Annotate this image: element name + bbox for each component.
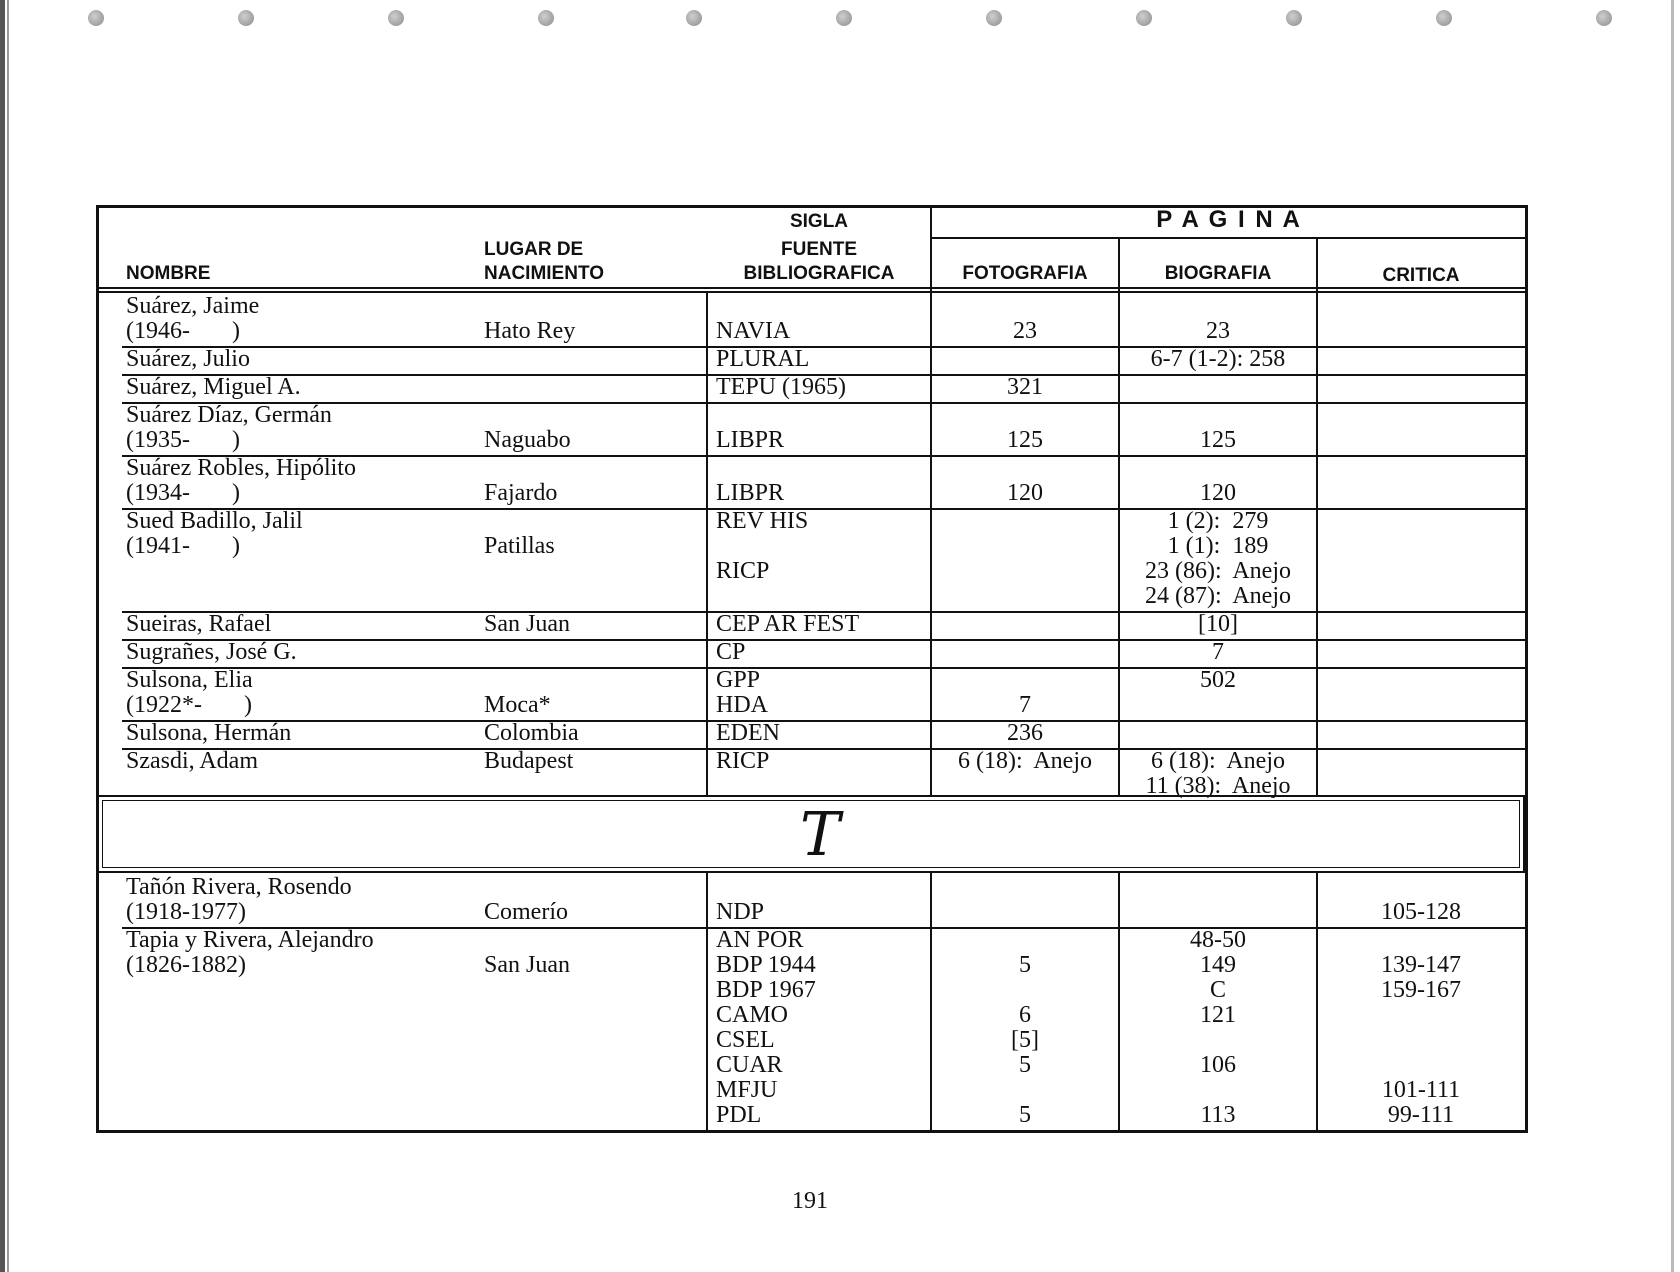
row-sigla: BDP 1944 xyxy=(716,952,816,978)
row-nombre: Szasdi, Adam xyxy=(126,748,258,774)
header-biografia: BIOGRAFIA xyxy=(1164,263,1272,284)
row-biografia: 6 (18): Anejo xyxy=(1151,748,1285,774)
row-lugar: Budapest xyxy=(484,748,574,774)
row-nombre: Suárez Díaz, Germán xyxy=(126,402,332,428)
row-biografia: 1 (2): 279 xyxy=(1167,508,1269,534)
binding-hole xyxy=(88,10,104,26)
row-sigla: MFJU xyxy=(716,1077,778,1103)
row-sigla: HDA xyxy=(716,692,768,718)
row-sigla: LIBPR xyxy=(716,480,785,506)
row-nombre: Sued Badillo, Jalil xyxy=(126,508,303,534)
row-lugar: Naguabo xyxy=(484,427,571,453)
binding-hole xyxy=(986,10,1002,26)
row-lugar: Comerío xyxy=(484,899,568,925)
row-sigla: CP xyxy=(716,639,746,665)
row-fotografia: 125 xyxy=(1007,427,1043,453)
section-letter: T xyxy=(799,800,841,870)
header-sigla-line3: BIBLIOGRAFICA xyxy=(743,263,895,284)
row-sigla: RICP xyxy=(716,558,770,584)
row-nombre: (1922*- ) xyxy=(126,692,252,718)
binding-hole xyxy=(1436,10,1452,26)
header-divider-foto xyxy=(1118,238,1120,292)
row-biografia: 23 (86): Anejo xyxy=(1145,558,1291,584)
row-fotografia: 6 xyxy=(1019,1002,1031,1028)
row-sigla: LIBPR xyxy=(716,427,785,453)
row-nombre: (1946- ) xyxy=(126,318,240,344)
row-sigla: CAMO xyxy=(716,1002,789,1028)
binding-holes xyxy=(0,6,1680,30)
column-divider xyxy=(1316,292,1318,795)
row-biografia: 121 xyxy=(1200,1002,1236,1028)
row-critica: 101-111 xyxy=(1381,1077,1461,1103)
row-lugar: Hato Rey xyxy=(484,318,576,344)
row-sigla: GPP xyxy=(716,667,761,693)
binding-hole xyxy=(686,10,702,26)
header-divider-bio xyxy=(1316,238,1318,292)
row-nombre: Tañón Rivera, Rosendo xyxy=(126,874,352,900)
column-divider xyxy=(930,873,932,1130)
header-divider-sigla xyxy=(930,208,932,292)
binding-hole xyxy=(1286,10,1302,26)
row-biografia: 24 (87): Anejo xyxy=(1145,583,1291,609)
row-sigla: BDP 1967 xyxy=(716,977,816,1003)
row-nombre: Suárez Robles, Hipólito xyxy=(126,455,356,481)
row-fotografia: 236 xyxy=(1007,720,1043,746)
row-sigla: EDEN xyxy=(716,720,780,746)
row-biografia: 502 xyxy=(1200,667,1236,693)
column-divider xyxy=(930,292,932,795)
column-divider xyxy=(706,292,708,795)
header-fotografia: FOTOGRAFIA xyxy=(962,263,1088,284)
row-nombre: (1941- ) xyxy=(126,533,240,559)
row-fotografia: 5 xyxy=(1019,1102,1031,1128)
row-biografia: 149 xyxy=(1200,952,1236,978)
row-sigla: PDL xyxy=(716,1102,762,1128)
header-critica: CRITICA xyxy=(1382,265,1460,286)
row-biografia: 1 (1): 189 xyxy=(1167,533,1269,559)
binding-hole xyxy=(836,10,852,26)
row-nombre: Sulsona, Elia xyxy=(126,667,253,693)
binding-hole xyxy=(388,10,404,26)
binding-hole xyxy=(1596,10,1612,26)
row-critica: 139-147 xyxy=(1381,952,1461,978)
row-sigla: CSEL xyxy=(716,1027,775,1053)
header-nombre: NOMBRE xyxy=(126,263,211,284)
row-biografia: 120 xyxy=(1200,480,1236,506)
row-biografia: 113 xyxy=(1200,1102,1236,1128)
row-sigla: NAVIA xyxy=(716,318,791,344)
row-fotografia: 23 xyxy=(1013,318,1037,344)
row-biografia: 48-50 xyxy=(1190,927,1246,953)
row-fotografia: [5] xyxy=(1011,1027,1039,1053)
header-sigla-line1: SIGLA xyxy=(789,211,849,232)
header-sigla-line2: FUENTE xyxy=(781,239,857,260)
pagina-divider xyxy=(930,237,1526,239)
row-fotografia: 7 xyxy=(1019,692,1031,718)
row-sigla: REV HIS xyxy=(716,508,809,534)
row-lugar: Patillas xyxy=(484,533,555,559)
row-nombre: Sugrañes, José G. xyxy=(126,639,297,665)
row-sigla: PLURAL xyxy=(716,346,810,372)
row-nombre: Sulsona, Hermán xyxy=(126,720,292,746)
row-biografia: C xyxy=(1209,977,1226,1003)
header-lugar-line1: LUGAR DE xyxy=(484,239,584,260)
row-fotografia: 5 xyxy=(1019,1052,1031,1078)
row-sigla: CUAR xyxy=(716,1052,783,1078)
row-nombre: Sueiras, Rafael xyxy=(126,611,272,637)
row-nombre: Suárez, Miguel A. xyxy=(126,374,301,400)
row-biografia: 106 xyxy=(1200,1052,1236,1078)
row-sigla: CEP AR FEST xyxy=(716,611,860,637)
header-pagina: P A G I N A xyxy=(1156,206,1302,233)
row-sigla: TEPU (1965) xyxy=(716,374,846,400)
row-biografia: 7 xyxy=(1212,639,1224,665)
row-lugar: Colombia xyxy=(484,720,579,746)
row-nombre: Suárez, Jaime xyxy=(126,293,260,319)
row-lugar: San Juan xyxy=(484,611,570,637)
row-nombre: (1826-1882) xyxy=(126,952,246,978)
binding-hole xyxy=(538,10,554,26)
row-biografia: 11 (38): Anejo xyxy=(1145,773,1291,799)
header-bottom-rule-2 xyxy=(99,291,1526,293)
row-sigla: AN POR xyxy=(716,927,804,953)
row-fotografia: 5 xyxy=(1019,952,1031,978)
row-sigla: RICP xyxy=(716,748,770,774)
row-fotografia: 120 xyxy=(1007,480,1043,506)
row-lugar: Moca* xyxy=(484,692,551,718)
row-sigla: NDP xyxy=(716,899,765,925)
page-number: 191 xyxy=(792,1188,828,1214)
header-lugar-line2: NACIMIENTO xyxy=(484,263,604,284)
row-biografia: 125 xyxy=(1200,427,1236,453)
row-nombre: Tapia y Rivera, Alejandro xyxy=(126,927,374,953)
row-lugar: San Juan xyxy=(484,952,570,978)
row-fotografia: 6 (18): Anejo xyxy=(958,748,1092,774)
row-nombre: (1934- ) xyxy=(126,480,240,506)
column-divider xyxy=(706,873,708,1130)
binding-hole xyxy=(1136,10,1152,26)
header-bottom-rule xyxy=(99,287,1526,289)
binding-hole xyxy=(238,10,254,26)
page-edge-left-inner xyxy=(7,0,9,1272)
row-biografia: [10] xyxy=(1198,611,1238,637)
row-critica: 159-167 xyxy=(1381,977,1461,1003)
row-fotografia: 321 xyxy=(1007,374,1043,400)
row-nombre: (1935- ) xyxy=(126,427,240,453)
page-edge-right xyxy=(1671,0,1674,1272)
row-biografia: 6-7 (1-2): 258 xyxy=(1150,346,1286,372)
row-biografia: 23 xyxy=(1206,318,1230,344)
row-critica: 99-111 xyxy=(1387,1102,1455,1128)
row-critica: 105-128 xyxy=(1381,899,1461,925)
row-nombre: Suárez, Julio xyxy=(126,346,250,372)
row-lugar: Fajardo xyxy=(484,480,558,506)
page-edge-left xyxy=(0,0,5,1272)
row-nombre: (1918-1977) xyxy=(126,899,246,925)
